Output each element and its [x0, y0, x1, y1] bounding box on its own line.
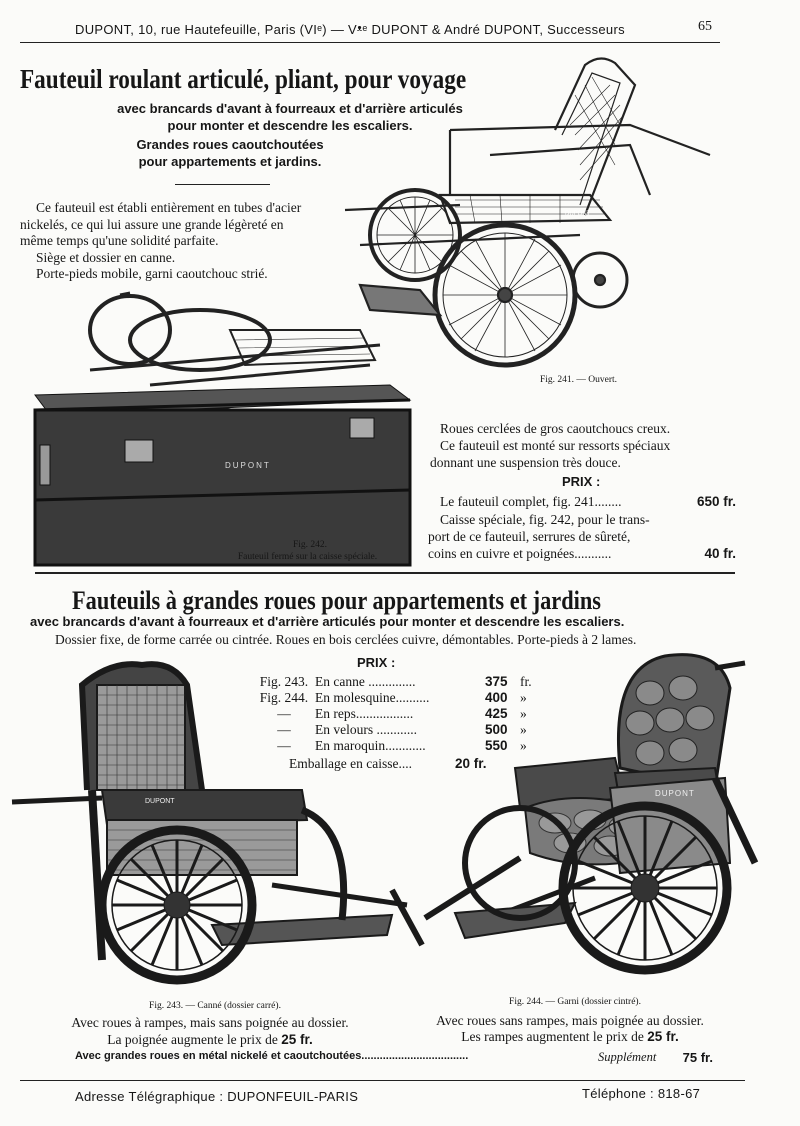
fig-243-illustration	[12, 660, 432, 990]
page-number: 65	[698, 19, 712, 34]
fig-242-illustration	[30, 290, 420, 570]
section1-description	[20, 200, 340, 283]
running-header: DUPONT, 10, rue Hautefeuille, Paris (VIᵉ) — Vᵜᵉ DUPONT & André DUPONT, Successeurs	[75, 22, 625, 37]
price-material: En velours ............	[315, 722, 417, 737]
desc-line: Siège et dossier en canne.	[36, 249, 176, 265]
fig-244-note-1: Avec roues sans rampes, mais poignée au dossier.	[436, 1013, 704, 1028]
fig-244-note-2	[400, 1029, 740, 1045]
section2-subtitle: avec brancards d'avant à fourreaux et d'arrière articulés pour monter et descendre les escaliers.	[30, 614, 625, 629]
section1-wheels-text	[430, 420, 740, 471]
note-value: 25 fr.	[281, 1032, 313, 1047]
price-line: coins en cuivre et poignées...........	[428, 546, 612, 561]
price-value: 40 fr.	[704, 546, 736, 561]
footer-telegraph: Adresse Télégraphique : DUPONFEUIL-PARIS	[75, 1089, 359, 1104]
chair-brand-label: DUPONT	[565, 211, 591, 217]
packing-price: 20 fr.	[455, 756, 487, 771]
chair-brand-label: DUPONT	[655, 789, 695, 798]
fig-243-caption: Fig. 243. — Canné (dossier carré).	[149, 1001, 281, 1011]
desc-line: nickelés, ce qui lui assure une grande légèreté en	[20, 216, 284, 232]
price-material: En reps.................	[315, 706, 414, 721]
price-row-fig242	[428, 511, 736, 562]
price-value: 650 fr.	[696, 494, 736, 509]
desc-line: Porte-pieds mobile, garni caoutchouc strié.	[36, 266, 268, 281]
section-divider	[35, 572, 735, 574]
section2-prix-heading: PRIX :	[357, 655, 396, 670]
footer-rule	[20, 1080, 745, 1081]
price-unit: »	[520, 690, 527, 705]
desc-line: Ce fauteuil est établi entièrement en tubes d'acier	[36, 200, 302, 215]
section1-subtitle-2: pour monter et descendre les escaliers.	[167, 118, 413, 133]
price-line: Caisse spéciale, fig. 242, pour le trans-	[440, 512, 650, 527]
price-row-fig241	[440, 494, 736, 510]
fig-244-illustration	[425, 648, 765, 993]
section1-subtitle-1: avec brancards d'avant à fourreaux et d'arrière articulés	[117, 101, 463, 116]
fig-241-caption: Fig. 241. — Ouvert.	[540, 375, 618, 385]
fig-244-caption: Fig. 244. — Garni (dossier cintré).	[509, 997, 641, 1007]
price-value: 425	[485, 706, 508, 721]
note-prefix: Les rampes augmentent le prix de	[461, 1029, 644, 1044]
price-material: En maroquin............	[315, 738, 426, 753]
price-unit: »	[520, 706, 527, 721]
packing-label: Emballage en caisse....	[289, 756, 412, 771]
fig-242-caption-text: Fauteuil fermé sur la caisse spéciale.	[237, 552, 378, 562]
fig-243-note-2	[40, 1032, 380, 1048]
price-value: 500	[485, 722, 508, 737]
note-value: 25 fr.	[647, 1029, 679, 1044]
fig-243-note-1: Avec roues à rampes, mais sans poignée au dossier.	[71, 1015, 349, 1030]
price-fig: —	[277, 738, 291, 753]
price-unit: »	[520, 738, 527, 753]
supplement-row	[75, 1050, 713, 1068]
wheels-line: Roues cerclées de gros caoutchoucs creux.	[440, 421, 671, 436]
supplement-label: Avec grandes roues en métal nickelé et caoutchoutées...................................	[75, 1050, 469, 1062]
price-fig: —	[277, 722, 291, 737]
price-line: port de ce fauteuil, serrures de sûreté,	[428, 529, 631, 544]
section1-subtitle-4: pour appartements et jardins.	[138, 154, 322, 169]
section1-subtitle-3: Grandes roues caoutchoutées	[136, 137, 324, 152]
header-rule	[20, 42, 720, 43]
price-unit: »	[520, 722, 527, 737]
price-value: 550	[485, 738, 508, 753]
fig-242-caption-number: Fig. 242.	[292, 540, 328, 550]
section2-description: Dossier fixe, de forme carrée ou cintrée. Roues en bois cerclées cuivre, démontables. Porte-pieds à 2 lames.	[55, 632, 637, 647]
wheels-line: Ce fauteuil est monté sur ressorts spéciaux	[440, 438, 671, 453]
trunk-brand-label: DUPONT	[225, 461, 271, 470]
price-value: 375	[485, 674, 508, 689]
short-divider	[175, 184, 270, 185]
section2-title: Fauteuils à grandes roues pour appartements et jardins	[72, 586, 602, 615]
supplement-value: 75 fr.	[682, 1050, 713, 1065]
section1-title: Fauteuil roulant articulé, pliant, pour voyage	[20, 64, 467, 94]
price-material: En molesquine..........	[315, 690, 430, 705]
price-fig: —	[277, 706, 291, 721]
desc-line: même temps qu'une solidité parfaite.	[20, 233, 219, 248]
price-fig: Fig. 243.	[259, 674, 309, 689]
section1-prix-heading: PRIX :	[562, 474, 601, 489]
note-prefix: La poignée augmente le prix de	[107, 1032, 278, 1047]
price-label: Le fauteuil complet, fig. 241........	[440, 494, 622, 509]
wheels-line: donnant une suspension très douce.	[430, 455, 621, 470]
price-fig: Fig. 244.	[259, 690, 309, 705]
supplement-word: Supplément	[598, 1050, 657, 1064]
footer-telephone: Téléphone : 818-67	[582, 1086, 701, 1101]
chair-brand-label: DUPONT	[145, 798, 175, 805]
price-unit: fr.	[520, 674, 532, 689]
price-value: 400	[485, 690, 508, 705]
price-material: En canne ..............	[315, 674, 416, 689]
